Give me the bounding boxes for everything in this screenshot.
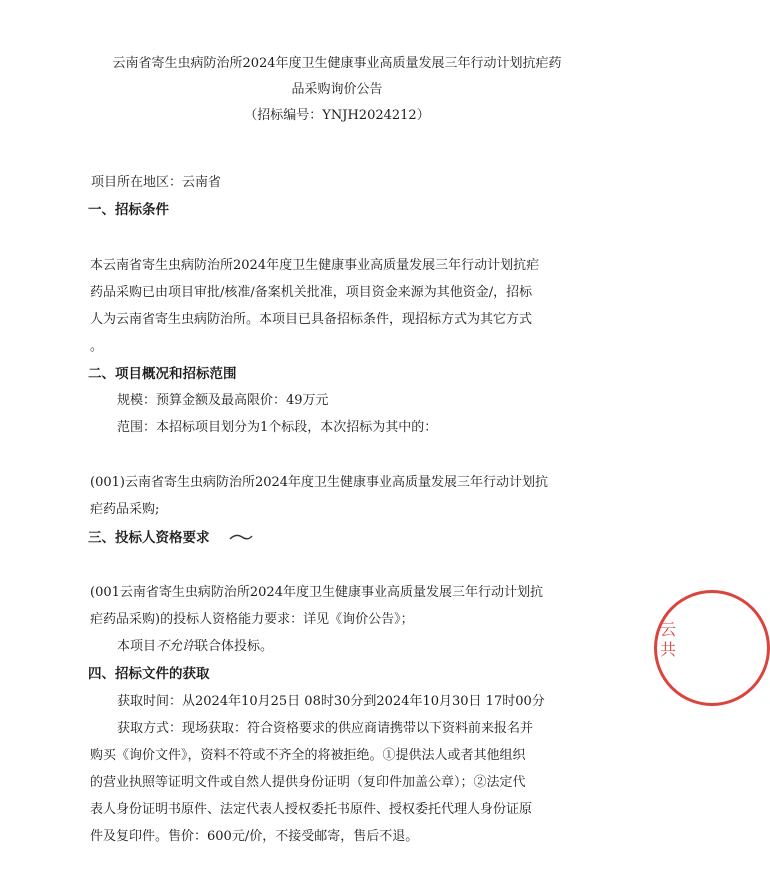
consortium-note bbox=[117, 638, 273, 656]
acquisition-method-line: 件及复印件。售价：600元/价，不接受邮寄，售后不退。 bbox=[90, 829, 419, 844]
lot-line: 疟药品采购; bbox=[90, 502, 160, 517]
section-1-para-line: 人为云南省寄生虫病防治所。本项目已具备招标条件，现招标方式为其它方式 bbox=[90, 312, 533, 327]
acquisition-method-line: 的营业执照等证明文件或自然人提供身份证明（复印件加盖公章）；②法定代 bbox=[90, 775, 526, 790]
section-3-heading: 三、投标人资格要求 bbox=[88, 530, 210, 546]
consortium-suffix: 联合体投标。 bbox=[195, 639, 274, 654]
section-2-heading: 二、项目概况和招标范围 bbox=[88, 366, 237, 382]
title-line-2: 品采购询价公告 bbox=[291, 82, 383, 97]
project-region: 项目所在地区：云南省 bbox=[91, 175, 222, 190]
qualification-line: 疟药品采购)的投标人资格能力要求：详见《询价公告》； bbox=[90, 612, 414, 627]
consortium-not-allowed: 不允许 bbox=[156, 639, 196, 654]
section-1-para-line: 药品采购已由项目审批/核准/备案机关批准，项目资金来源为其他资金/，招标 bbox=[90, 285, 533, 300]
project-scope: 范围：本招标项目划分为1个标段，本次招标为其中的： bbox=[117, 420, 438, 435]
official-seal-text: 云 共 bbox=[660, 620, 677, 659]
section-4-heading: 四、招标文件的获取 bbox=[88, 666, 210, 682]
acquisition-method-line: 购买《询价文件》，资料不符或不齐全的将被拒绝。①提供法人或者其他组织 bbox=[90, 748, 526, 763]
acquisition-time: 获取时间：从2024年10月25日 08时30分到2024年10月30日 17时00分 bbox=[117, 694, 545, 709]
acquisition-method-line: 表人身份证明书原件、法定代表人授权委托书原件、授权委托代理人身份证原 bbox=[90, 802, 533, 817]
section-1-para-line: 。 bbox=[90, 339, 104, 354]
section-1-para-line: 本云南省寄生虫病防治所2024年度卫生健康事业高质量发展三年行动计划抗疟 bbox=[90, 258, 540, 273]
acquisition-method-line: 获取方式：现场获取：符合资格要求的供应商请携带以下资料前来报名并 bbox=[117, 721, 534, 736]
lot-line: (001)云南省寄生虫病防治所2024年度卫生健康事业高质量发展三年行动计划抗 bbox=[90, 475, 549, 490]
project-scale: 规模：预算金额及最高限价：49万元 bbox=[117, 393, 329, 408]
section-1-heading: 一、招标条件 bbox=[88, 202, 169, 218]
tender-number: （招标编号：YNJH2024212） bbox=[244, 108, 430, 123]
pen-scribble bbox=[228, 530, 254, 544]
title-line-1: 云南省寄生虫病防治所2024年度卫生健康事业高质量发展三年行动计划抗疟药 bbox=[112, 56, 562, 71]
qualification-line: (001云南省寄生虫病防治所2024年度卫生健康事业高质量发展三年行动计划抗 bbox=[90, 585, 543, 600]
consortium-prefix: 本项目 bbox=[117, 639, 157, 654]
